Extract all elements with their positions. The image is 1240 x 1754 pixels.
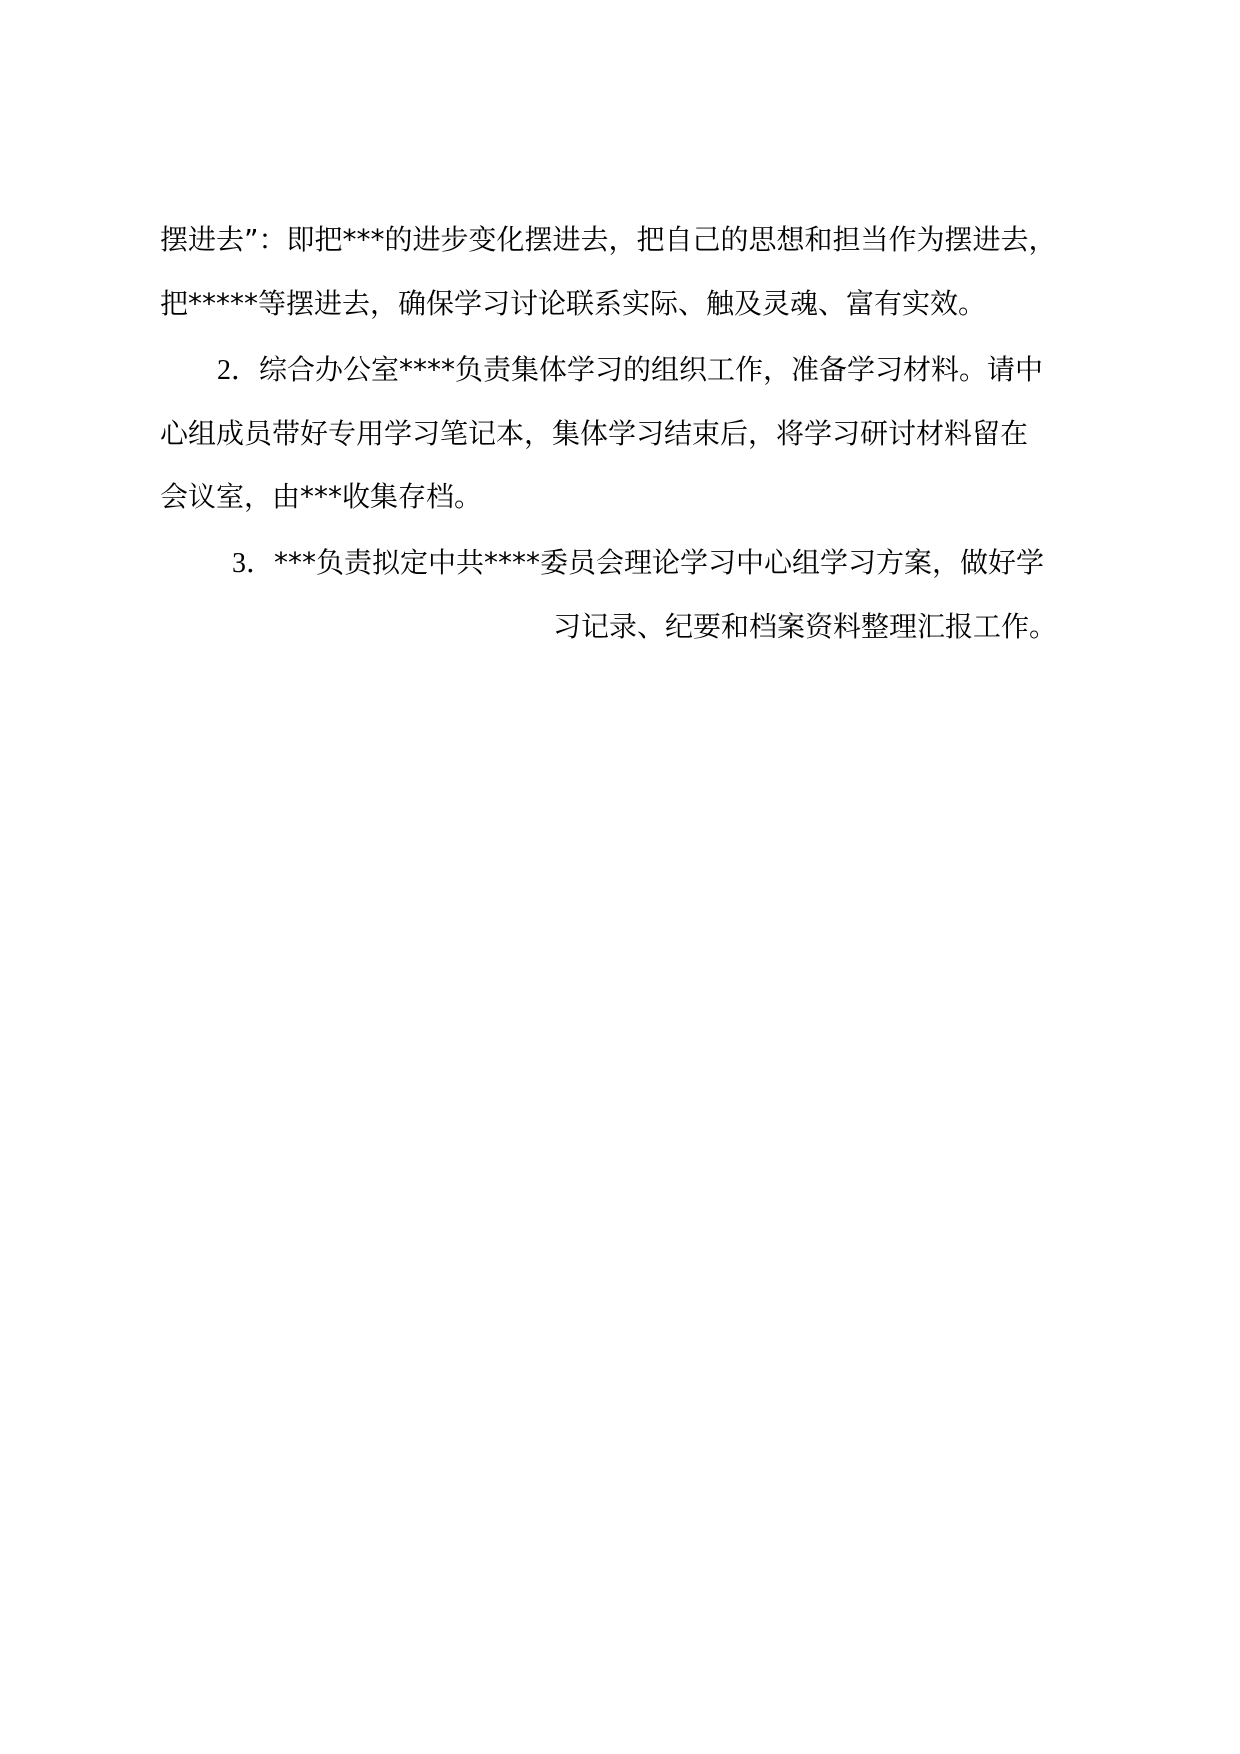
paragraph-3-text: ***负责拟定中共****委员会理论学习中心组学习方案，做好学 [274, 546, 1045, 579]
paragraph-1-line-2: 把*****等摆进去，确保学习讨论联系实际、触及灵魂、富有实效。 [160, 287, 987, 320]
paragraph-2-text: 综合办公室****负责集体学习的组织工作，准备学习材料。请中 [259, 353, 1044, 386]
paragraph-3-line-1 [232, 543, 1044, 584]
paragraph-3-number: 3． [232, 548, 275, 579]
paragraph-3-line-2: 习记录、纪要和档案资料整理汇报工作。 [553, 610, 1058, 643]
paragraph-2-line-2: 心组成员带好专用学习笔记本，集体学习结束后，将学习研讨材料留在 [160, 417, 1029, 450]
paragraph-2-number: 2． [217, 355, 260, 386]
paragraph-2-line-3: 会议室，由***收集存档。 [160, 480, 483, 513]
paragraph-2-line-1 [217, 350, 1043, 391]
paragraph-1-line-1: 摆进去”：即把***的进步变化摆进去，把自己的思想和担当作为摆进去， [160, 223, 1057, 256]
